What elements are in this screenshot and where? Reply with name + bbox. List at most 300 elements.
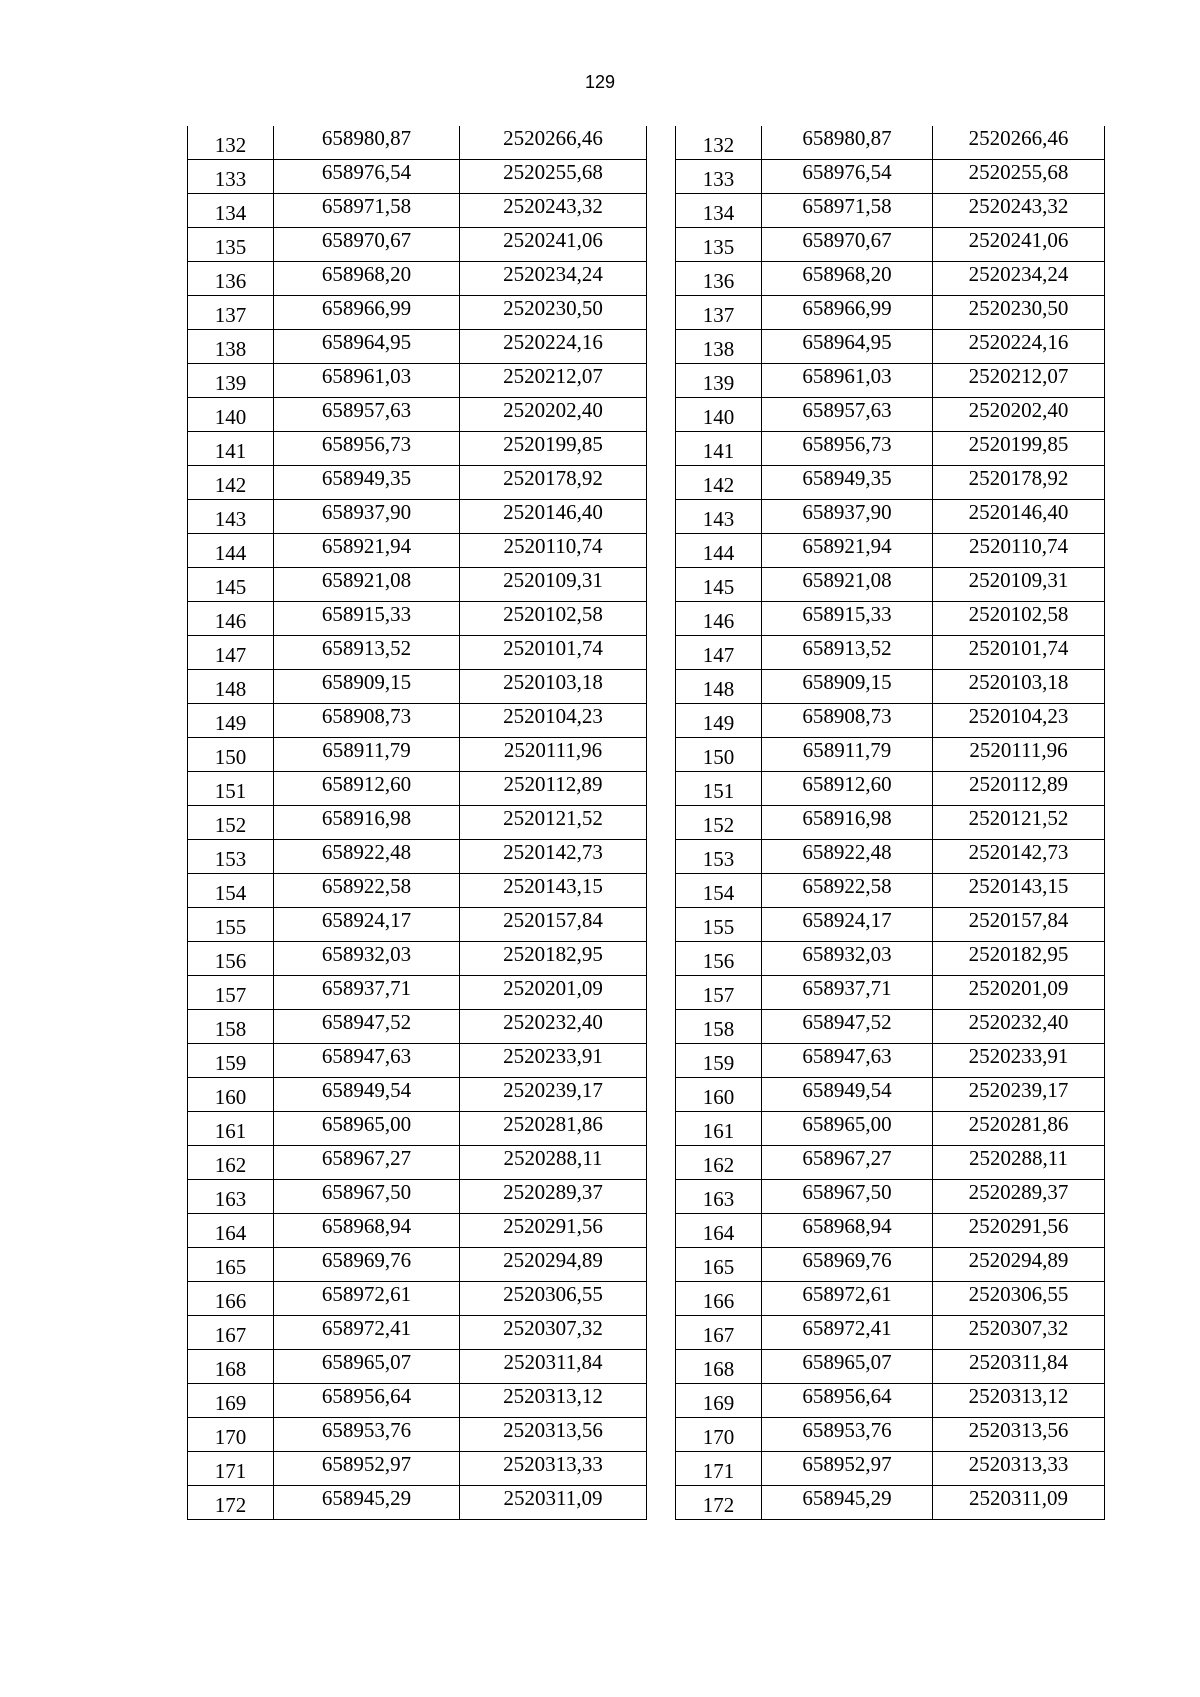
coordinate-y: 2520112,89 [933,772,1105,806]
coordinate-x: 658915,33 [274,602,460,636]
point-number: 153 [676,840,762,874]
coordinate-x: 658945,29 [274,1486,460,1520]
coordinate-x: 658912,60 [762,772,933,806]
point-number: 133 [676,160,762,194]
coordinate-x: 658956,64 [274,1384,460,1418]
coordinate-y: 2520239,17 [933,1078,1105,1112]
table-row [188,1146,647,1180]
coordinate-y: 2520234,24 [933,262,1105,296]
point-number: 142 [676,466,762,500]
table-row [188,976,647,1010]
point-number: 136 [676,262,762,296]
point-number: 172 [188,1486,274,1520]
table-row [188,1350,647,1384]
point-number: 140 [676,398,762,432]
table-row [188,738,647,772]
coordinate-y: 2520313,56 [460,1418,647,1452]
point-number: 170 [676,1418,762,1452]
table-row [188,1180,647,1214]
coordinate-y: 2520103,18 [933,670,1105,704]
point-number: 143 [188,500,274,534]
coordinate-x: 658953,76 [274,1418,460,1452]
coordinate-x: 658911,79 [274,738,460,772]
coordinate-y: 2520307,32 [460,1316,647,1350]
coordinate-x: 658956,73 [762,432,933,466]
point-number: 156 [188,942,274,976]
coordinates-table-left [187,126,647,1520]
point-number: 163 [676,1180,762,1214]
point-number: 135 [676,228,762,262]
table-row [188,1452,647,1486]
point-number: 160 [188,1078,274,1112]
coordinate-y: 2520111,96 [460,738,647,772]
point-number: 165 [676,1248,762,1282]
table-row [676,840,1105,874]
coordinate-x: 658947,52 [274,1010,460,1044]
coordinate-y: 2520255,68 [933,160,1105,194]
coordinate-x: 658969,76 [762,1248,933,1282]
table-row [676,432,1105,466]
coordinate-x: 658915,33 [762,602,933,636]
coordinate-y: 2520121,52 [933,806,1105,840]
coordinate-x: 658937,90 [274,500,460,534]
point-number: 164 [676,1214,762,1248]
table-row [188,228,647,262]
table-row [188,296,647,330]
table-row [676,466,1105,500]
coordinate-y: 2520281,86 [933,1112,1105,1146]
coordinate-y: 2520307,32 [933,1316,1105,1350]
table-row [676,1384,1105,1418]
coordinate-y: 2520178,92 [933,466,1105,500]
coordinate-y: 2520143,15 [460,874,647,908]
point-number: 164 [188,1214,274,1248]
coordinate-y: 2520313,56 [933,1418,1105,1452]
point-number: 139 [676,364,762,398]
table-row [676,1316,1105,1350]
coordinate-y: 2520104,23 [460,704,647,738]
table-row [188,1010,647,1044]
table-row [676,874,1105,908]
table-row [188,670,647,704]
coordinate-y: 2520103,18 [460,670,647,704]
coordinate-x: 658980,87 [762,126,933,160]
coordinate-y: 2520201,09 [933,976,1105,1010]
coordinate-x: 658956,73 [274,432,460,466]
coordinate-y: 2520102,58 [460,602,647,636]
point-number: 138 [188,330,274,364]
coordinate-y: 2520311,84 [933,1350,1105,1384]
table-row [188,1418,647,1452]
table-row [676,1214,1105,1248]
table-row [188,194,647,228]
coordinate-x: 658912,60 [274,772,460,806]
coordinate-y: 2520241,06 [933,228,1105,262]
coordinate-y: 2520234,24 [460,262,647,296]
coordinate-y: 2520142,73 [460,840,647,874]
point-number: 145 [676,568,762,602]
coordinate-y: 2520111,96 [933,738,1105,772]
coordinate-y: 2520241,06 [460,228,647,262]
table-row [188,602,647,636]
coordinate-y: 2520306,55 [460,1282,647,1316]
coordinate-x: 658965,00 [274,1112,460,1146]
table-row [188,500,647,534]
table-row [676,1282,1105,1316]
table-row [676,500,1105,534]
coordinate-x: 658922,58 [762,874,933,908]
coordinate-x: 658947,52 [762,1010,933,1044]
coordinate-x: 658921,94 [274,534,460,568]
table-row [676,1452,1105,1486]
table-row [676,1010,1105,1044]
table-row [676,1146,1105,1180]
table-row [676,160,1105,194]
point-number: 146 [676,602,762,636]
table-row [676,364,1105,398]
point-number: 153 [188,840,274,874]
point-number: 159 [676,1044,762,1078]
table-row [676,1112,1105,1146]
coordinate-y: 2520182,95 [933,942,1105,976]
coordinate-y: 2520311,09 [460,1486,647,1520]
coordinate-y: 2520199,85 [460,432,647,466]
point-number: 158 [676,1010,762,1044]
point-number: 162 [676,1146,762,1180]
coordinate-y: 2520313,33 [933,1452,1105,1486]
point-number: 140 [188,398,274,432]
coordinate-x: 658932,03 [762,942,933,976]
coordinate-y: 2520121,52 [460,806,647,840]
coordinate-x: 658964,95 [762,330,933,364]
point-number: 148 [676,670,762,704]
coordinate-y: 2520199,85 [933,432,1105,466]
coordinate-x: 658913,52 [274,636,460,670]
table-row [188,1078,647,1112]
coordinate-x: 658921,08 [274,568,460,602]
table-row [188,874,647,908]
coordinate-x: 658968,94 [274,1214,460,1248]
coordinate-x: 658952,97 [274,1452,460,1486]
table-row [676,228,1105,262]
coordinate-x: 658965,00 [762,1112,933,1146]
point-number: 156 [676,942,762,976]
point-number: 168 [676,1350,762,1384]
point-number: 166 [676,1282,762,1316]
point-number: 160 [676,1078,762,1112]
coordinate-y: 2520291,56 [933,1214,1105,1248]
coordinate-y: 2520243,32 [460,194,647,228]
table-row [188,908,647,942]
table-row [188,772,647,806]
coordinate-y: 2520232,40 [933,1010,1105,1044]
coordinate-x: 658916,98 [274,806,460,840]
coordinate-x: 658967,50 [762,1180,933,1214]
coordinate-x: 658972,41 [762,1316,933,1350]
coordinate-y: 2520224,16 [933,330,1105,364]
coordinate-x: 658966,99 [762,296,933,330]
table-row [188,1044,647,1078]
point-number: 145 [188,568,274,602]
point-number: 171 [676,1452,762,1486]
coordinate-x: 658953,76 [762,1418,933,1452]
point-number: 171 [188,1452,274,1486]
point-number: 144 [676,534,762,568]
coordinate-y: 2520143,15 [933,874,1105,908]
table-row [676,976,1105,1010]
table-row [676,1044,1105,1078]
table-row [188,704,647,738]
coordinate-x: 658909,15 [762,670,933,704]
table-row [676,602,1105,636]
coordinate-x: 658949,35 [274,466,460,500]
table-row [188,942,647,976]
point-number: 162 [188,1146,274,1180]
coordinate-x: 658922,48 [762,840,933,874]
coordinate-y: 2520255,68 [460,160,647,194]
table-row [676,1248,1105,1282]
point-number: 152 [676,806,762,840]
coordinate-y: 2520313,33 [460,1452,647,1486]
coordinate-y: 2520157,84 [460,908,647,942]
coordinate-x: 658921,94 [762,534,933,568]
coordinate-x: 658968,20 [274,262,460,296]
coordinate-y: 2520201,09 [460,976,647,1010]
coordinate-x: 658972,41 [274,1316,460,1350]
coordinate-x: 658970,67 [762,228,933,262]
coordinate-x: 658947,63 [274,1044,460,1078]
coordinate-x: 658971,58 [762,194,933,228]
coordinate-y: 2520212,07 [933,364,1105,398]
point-number: 146 [188,602,274,636]
coordinate-x: 658965,07 [274,1350,460,1384]
coordinates-table-right [675,126,1105,1520]
point-number: 169 [188,1384,274,1418]
coordinate-x: 658924,17 [762,908,933,942]
coordinate-x: 658949,35 [762,466,933,500]
coordinate-x: 658980,87 [274,126,460,160]
table-row [676,670,1105,704]
point-number: 133 [188,160,274,194]
coordinate-y: 2520230,50 [460,296,647,330]
coordinate-y: 2520289,37 [460,1180,647,1214]
point-number: 152 [188,806,274,840]
coordinate-y: 2520202,40 [460,398,647,432]
coordinate-y: 2520294,89 [933,1248,1105,1282]
point-number: 134 [676,194,762,228]
coordinate-x: 658972,61 [274,1282,460,1316]
coordinate-y: 2520239,17 [460,1078,647,1112]
coordinate-x: 658969,76 [274,1248,460,1282]
coordinate-x: 658913,52 [762,636,933,670]
point-number: 141 [188,432,274,466]
table-row [676,262,1105,296]
point-number: 161 [676,1112,762,1146]
coordinate-y: 2520233,91 [933,1044,1105,1078]
point-number: 165 [188,1248,274,1282]
coordinate-y: 2520146,40 [460,500,647,534]
coordinate-x: 658924,17 [274,908,460,942]
page-number: 129 [584,72,616,92]
point-number: 149 [188,704,274,738]
table-row [676,806,1105,840]
table-row [676,636,1105,670]
point-number: 168 [188,1350,274,1384]
point-number: 141 [676,432,762,466]
coordinate-y: 2520178,92 [460,466,647,500]
coordinate-y: 2520294,89 [460,1248,647,1282]
coordinate-y: 2520109,31 [933,568,1105,602]
coordinate-x: 658932,03 [274,942,460,976]
coordinate-y: 2520202,40 [933,398,1105,432]
table-row [676,942,1105,976]
table-row [676,1078,1105,1112]
coordinate-y: 2520289,37 [933,1180,1105,1214]
coordinate-x: 658909,15 [274,670,460,704]
coordinate-y: 2520288,11 [460,1146,647,1180]
table-row [676,398,1105,432]
coordinate-x: 658921,08 [762,568,933,602]
point-number: 169 [676,1384,762,1418]
table-row [188,398,647,432]
coordinate-y: 2520110,74 [933,534,1105,568]
coordinate-x: 658937,90 [762,500,933,534]
table-row [676,1486,1105,1520]
coordinate-x: 658947,63 [762,1044,933,1078]
point-number: 134 [188,194,274,228]
coordinate-x: 658976,54 [274,160,460,194]
table-row [676,568,1105,602]
point-number: 151 [676,772,762,806]
point-number: 143 [676,500,762,534]
coordinate-y: 2520212,07 [460,364,647,398]
coordinate-x: 658922,48 [274,840,460,874]
point-number: 144 [188,534,274,568]
table-row [188,1282,647,1316]
table-row [188,840,647,874]
point-number: 159 [188,1044,274,1078]
point-number: 154 [676,874,762,908]
coordinate-x: 658967,27 [762,1146,933,1180]
coordinate-y: 2520230,50 [933,296,1105,330]
coordinate-y: 2520313,12 [933,1384,1105,1418]
coordinate-x: 658976,54 [762,160,933,194]
table-row [676,194,1105,228]
coordinate-x: 658949,54 [274,1078,460,1112]
point-number: 161 [188,1112,274,1146]
coordinate-x: 658945,29 [762,1486,933,1520]
point-number: 142 [188,466,274,500]
coordinate-y: 2520243,32 [933,194,1105,228]
coordinate-x: 658952,97 [762,1452,933,1486]
coordinate-y: 2520182,95 [460,942,647,976]
table-row [188,126,647,160]
point-number: 166 [188,1282,274,1316]
table-row [188,1316,647,1350]
table-row [676,1350,1105,1384]
table-row [676,908,1105,942]
point-number: 150 [676,738,762,772]
point-number: 138 [676,330,762,364]
coordinate-x: 658961,03 [274,364,460,398]
table-row [188,364,647,398]
point-number: 157 [676,976,762,1010]
coordinate-y: 2520142,73 [933,840,1105,874]
coordinate-x: 658966,99 [274,296,460,330]
coordinate-x: 658937,71 [762,976,933,1010]
coordinate-x: 658967,27 [274,1146,460,1180]
point-number: 157 [188,976,274,1010]
table-row [188,568,647,602]
table-row [676,1418,1105,1452]
coordinate-x: 658922,58 [274,874,460,908]
point-number: 139 [188,364,274,398]
table-row [188,806,647,840]
coordinate-y: 2520102,58 [933,602,1105,636]
coordinate-y: 2520232,40 [460,1010,647,1044]
coordinate-x: 658937,71 [274,976,460,1010]
coordinate-y: 2520101,74 [460,636,647,670]
coordinate-y: 2520233,91 [460,1044,647,1078]
coordinate-x: 658961,03 [762,364,933,398]
table-row [676,772,1105,806]
coordinate-y: 2520266,46 [933,126,1105,160]
coordinate-y: 2520112,89 [460,772,647,806]
point-number: 136 [188,262,274,296]
coordinate-y: 2520109,31 [460,568,647,602]
point-number: 147 [676,636,762,670]
coordinate-y: 2520306,55 [933,1282,1105,1316]
coordinate-y: 2520288,11 [933,1146,1105,1180]
table-row [188,534,647,568]
coordinate-x: 658957,63 [274,398,460,432]
table-row [188,1384,647,1418]
coordinate-y: 2520266,46 [460,126,647,160]
table-row [188,432,647,466]
coordinate-x: 658968,20 [762,262,933,296]
coordinate-y: 2520291,56 [460,1214,647,1248]
coordinate-x: 658911,79 [762,738,933,772]
coordinate-y: 2520101,74 [933,636,1105,670]
coordinate-y: 2520281,86 [460,1112,647,1146]
point-number: 158 [188,1010,274,1044]
coordinate-y: 2520104,23 [933,704,1105,738]
point-number: 149 [676,704,762,738]
coordinate-x: 658908,73 [762,704,933,738]
table-row [188,466,647,500]
point-number: 167 [676,1316,762,1350]
table-row [676,534,1105,568]
table-row [188,1112,647,1146]
coordinate-y: 2520110,74 [460,534,647,568]
table-row [676,1180,1105,1214]
coordinate-y: 2520311,84 [460,1350,647,1384]
coordinate-x: 658971,58 [274,194,460,228]
point-number: 163 [188,1180,274,1214]
coordinate-x: 658957,63 [762,398,933,432]
coordinate-x: 658967,50 [274,1180,460,1214]
table-row [676,330,1105,364]
table-row [188,330,647,364]
point-number: 137 [188,296,274,330]
table-row [676,296,1105,330]
point-number: 150 [188,738,274,772]
point-number: 155 [188,908,274,942]
coordinate-x: 658972,61 [762,1282,933,1316]
table-row [188,160,647,194]
table-row [676,738,1105,772]
coordinate-x: 658949,54 [762,1078,933,1112]
